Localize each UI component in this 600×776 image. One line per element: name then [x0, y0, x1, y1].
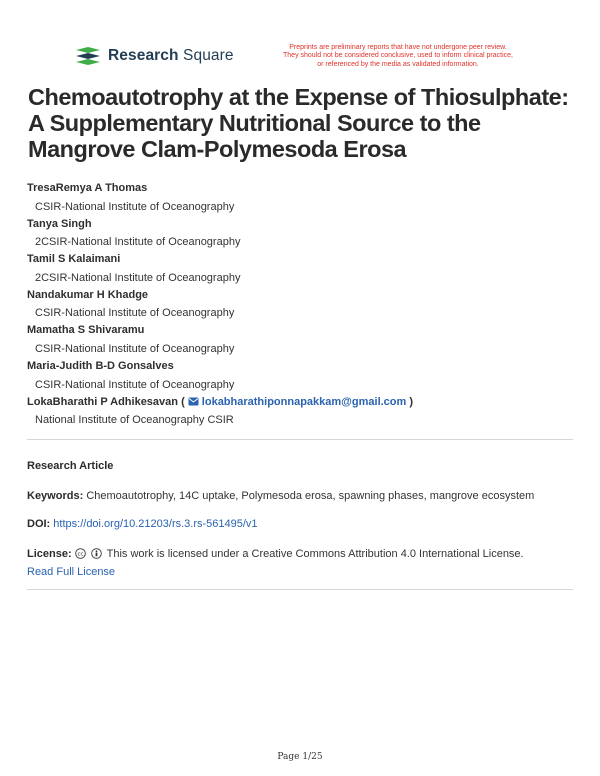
keywords-label: Keywords:	[27, 490, 84, 502]
author-entry	[27, 358, 575, 394]
research-square-logo[interactable]	[74, 46, 234, 66]
corresponding-author-name	[27, 394, 575, 412]
author-name[interactable]: Mamatha S Shivaramu	[27, 324, 145, 337]
author-name[interactable]: LokaBharathi P Adhikesavan	[27, 395, 178, 408]
read-full-license-link[interactable]: Read Full License	[27, 566, 116, 578]
author-name[interactable]: Tanya Singh	[27, 217, 92, 230]
author-email: lokabharathiponnapakkam@gmail.com	[201, 395, 407, 408]
preprint-notice-line: Preprints are preliminary reports that have not undergone peer review.	[289, 44, 507, 51]
license-text: This work is licensed under a Creative Commons Attribution 4.0 International License.	[106, 548, 524, 560]
article-type: Research Article	[27, 460, 114, 472]
open-paren: (	[181, 395, 185, 408]
preprint-notice	[262, 44, 534, 69]
paper-title: Chemoautotrophy at the Expense of Thiosulphate: A Supplementary Nutritional Source to the Mangrove Clam-Polymesoda Erosa	[28, 84, 569, 162]
author-affiliation: 2CSIR-National Institute of Oceanography	[35, 271, 241, 284]
author-affiliation: CSIR-National Institute of Oceanography	[35, 378, 235, 391]
corresponding-author-entry	[27, 394, 575, 430]
svg-text:cc: cc	[77, 551, 84, 558]
mail-icon	[188, 397, 199, 406]
research-square-logo-icon	[74, 46, 102, 66]
author-entry	[27, 251, 575, 287]
author-entry	[27, 180, 575, 216]
keywords-line	[27, 490, 534, 502]
author-entry	[27, 216, 575, 252]
author-entry	[27, 287, 575, 323]
doi-link[interactable]: https://doi.org/10.21203/rs.3.rs-561495/v1	[53, 518, 258, 530]
author-affiliation: 2CSIR-National Institute of Oceanography	[35, 236, 241, 249]
author-name[interactable]: TresaRemya A Thomas	[27, 182, 148, 194]
attribution-icon	[91, 548, 102, 559]
author-email-link[interactable]	[188, 396, 407, 408]
author-name[interactable]: Nandakumar H Khadge	[27, 288, 149, 301]
close-paren: )	[409, 395, 414, 408]
author-affiliation: CSIR-National Institute of Oceanography	[35, 200, 235, 213]
author-affiliation: National Institute of Oceanography CSIR	[35, 414, 234, 427]
creative-commons-icon	[75, 548, 86, 559]
author-name[interactable]: Maria-Judith B-D Gonsalves	[27, 359, 174, 372]
preprint-notice-line: They should not be considered conclusive, used to inform clinical practice,	[283, 52, 513, 60]
logo-text: Research Square	[108, 47, 234, 64]
divider	[27, 439, 573, 440]
author-name[interactable]: Tamil S Kalaimani	[27, 253, 121, 266]
preprint-notice-line: or referenced by the media as validated information.	[317, 60, 479, 68]
author-affiliation: CSIR-National Institute of Oceanography	[35, 342, 235, 355]
keywords-value: Chemoautotrophy, 14C uptake, Polymesoda erosa, spawning phases, mangrove ecosystem	[86, 490, 535, 502]
author-list	[27, 180, 575, 429]
divider	[27, 589, 573, 590]
license-line	[27, 548, 524, 560]
page-number: Page 1/25	[277, 752, 323, 762]
license-label: License:	[27, 548, 72, 560]
author-entry	[27, 322, 575, 358]
doi-line	[27, 518, 258, 530]
doi-label: DOI:	[27, 518, 51, 530]
author-affiliation: CSIR-National Institute of Oceanography	[35, 307, 235, 320]
